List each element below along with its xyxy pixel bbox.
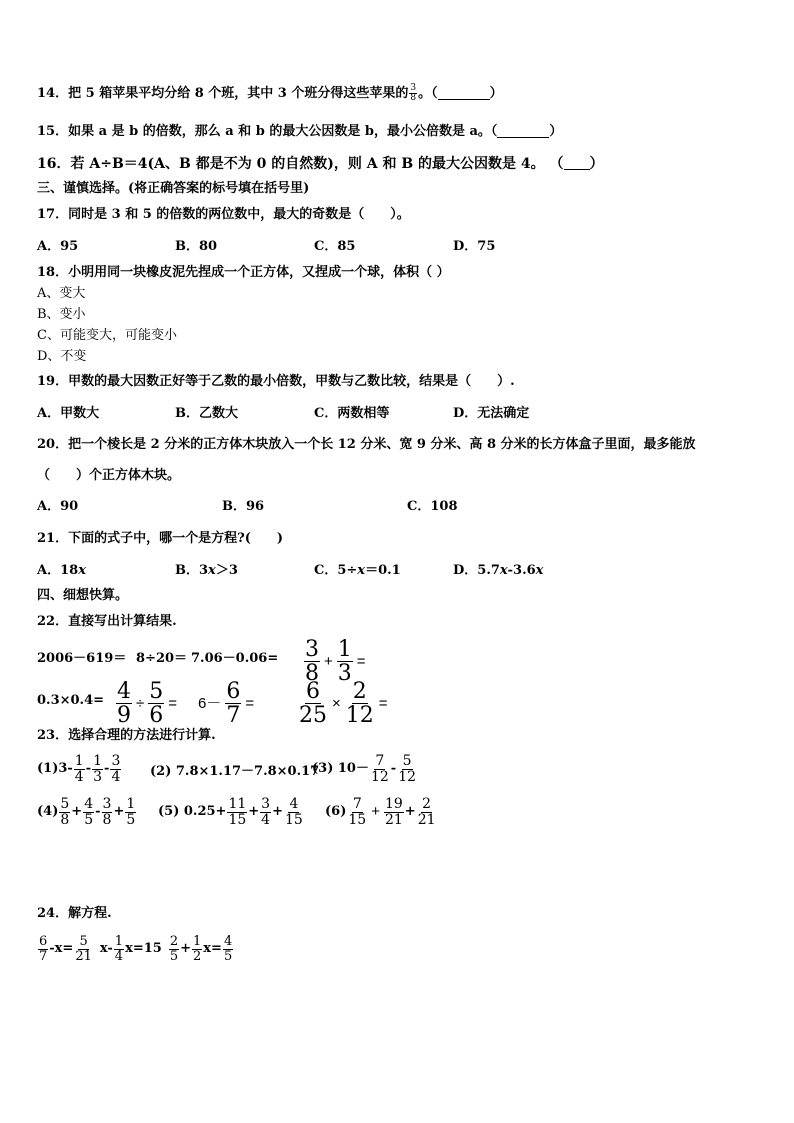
denominator: 15 [348, 811, 367, 828]
text-span [102, 797, 113, 827]
text-span [59, 797, 70, 827]
denominator: 21 [384, 811, 403, 828]
option-c[interactable] [314, 563, 401, 579]
fraction [116, 680, 132, 727]
text-span: x= [203, 941, 222, 957]
text-span: -3.6 [507, 563, 536, 578]
text-span [227, 797, 247, 827]
text-span: + [272, 804, 283, 820]
option-a[interactable]: A．90 [37, 499, 79, 514]
numerator: 3 [410, 83, 417, 93]
expression: (2) 7.8×1.17－7.8×0.17 [150, 764, 320, 779]
option-b[interactable]: B．96 [222, 499, 265, 514]
denominator: 15 [285, 811, 303, 828]
expression [312, 754, 418, 784]
equation-row [37, 935, 234, 963]
denominator: 4 [111, 768, 121, 785]
numerator: 6 [306, 679, 320, 704]
expression: 0.3×0.4= [37, 693, 105, 708]
numerator: 2 [169, 934, 179, 949]
denominator: 8 [305, 661, 319, 687]
option-c[interactable]: C．两数相等 [314, 406, 390, 421]
denominator: 4 [261, 811, 271, 828]
text-span: + [113, 804, 125, 820]
option-c[interactable]: C．108 [407, 499, 458, 514]
text-span: (5) 0.25+ [158, 804, 227, 820]
numerator: 1 [74, 753, 84, 769]
denominator: 6 [149, 703, 164, 729]
option-b[interactable] [175, 563, 238, 579]
option-b[interactable]: B、变小 [37, 307, 86, 322]
text-span: - [104, 761, 110, 777]
text-span: D．5.7 [453, 563, 500, 578]
text-span [384, 797, 404, 827]
denominator: 21 [417, 811, 436, 828]
denominator: 12 [345, 703, 374, 729]
denominator: 7 [39, 948, 48, 964]
option-c[interactable]: C．85 [314, 239, 356, 254]
text-span [83, 797, 94, 827]
option-a[interactable]: A．甲数大 [37, 406, 100, 421]
operator: = [168, 694, 177, 712]
numerator: 3 [261, 796, 271, 812]
numerator: 4 [289, 796, 299, 812]
numerator: 5 [402, 753, 412, 769]
denominator: 12 [398, 768, 417, 785]
expression: 7.06－0.06= [191, 651, 279, 666]
denominator: 4 [114, 948, 124, 964]
numerator: 1 [126, 796, 136, 812]
fraction [148, 680, 164, 727]
operator: 6－ [198, 694, 222, 712]
operator: + [324, 652, 333, 670]
operator: × [332, 694, 341, 712]
numerator: 1 [114, 934, 124, 949]
text-span: - [95, 804, 101, 820]
expression [115, 680, 180, 727]
numerator: 7 [352, 796, 362, 812]
option-a[interactable]: A、变大 [37, 286, 86, 301]
question-17-text: 17．同时是 3 和 5 的倍数的两位数中，最大的奇数是（ ）。 [37, 207, 410, 222]
fraction [298, 680, 328, 727]
text-span [284, 797, 304, 827]
option-c[interactable]: C、可能变大，可能变小 [37, 328, 177, 343]
question-20-text-line2: （ ）个正方体木块。 [37, 468, 181, 483]
text-span: ） [489, 85, 503, 101]
text-span [347, 797, 367, 827]
text-span: A．18 [37, 563, 79, 578]
operator: = [378, 694, 388, 712]
denominator: 2 [193, 948, 202, 964]
numerator: 3 [111, 753, 121, 769]
expression [37, 754, 122, 784]
text-span: + [248, 804, 260, 820]
expression [158, 797, 305, 827]
denominator: 5 [126, 811, 136, 828]
option-d[interactable] [453, 563, 543, 579]
fraction [337, 638, 353, 685]
operator: = [245, 694, 255, 712]
denominator: 7 [226, 703, 241, 729]
fraction [114, 935, 124, 963]
expression [37, 797, 137, 827]
numerator: 11 [228, 796, 247, 812]
fraction [169, 935, 179, 963]
option-d[interactable]: D．无法确定 [453, 406, 530, 421]
text-span [397, 754, 417, 784]
fraction [225, 680, 241, 727]
text-span [370, 754, 390, 784]
denominator: 15 [228, 811, 247, 828]
denominator: 8 [102, 811, 112, 828]
numerator: 7 [375, 753, 385, 769]
text-span: -x= [49, 941, 74, 957]
question-14-text: 14．把 5 箱苹果平均分给 8 个班，其中 3 个班分得这些苹果的 [37, 85, 409, 101]
numerator: 1 [193, 934, 202, 949]
text-span: (4) [37, 804, 59, 820]
numerator: 4 [84, 796, 94, 812]
denominator: 9 [117, 703, 131, 729]
question-19-text: 19．甲数的最大因数正好等于乙数的最小倍数，甲数与乙数比较，结果是（ ）. [37, 374, 515, 389]
numerator: 3 [102, 796, 112, 812]
denominator: 8 [410, 93, 417, 104]
numerator: 2 [352, 679, 367, 704]
option-b[interactable]: B．乙数大 [175, 406, 238, 421]
question-24-text: 24．解方程. [37, 906, 112, 921]
denominator: 3 [337, 661, 352, 687]
expression: 8÷20＝ [136, 651, 188, 666]
text-span: + [404, 804, 416, 820]
numerator: 4 [223, 934, 233, 949]
denominator: 21 [75, 948, 92, 964]
denominator: 25 [299, 703, 327, 729]
answer-blank[interactable] [438, 88, 490, 100]
question-15-text: 15．如果 a 是 b 的倍数，那么 a 和 b 的最大公因数是 b，最小公倍数是 a。（ [37, 124, 498, 139]
question-22-text: 22．直接写出计算结果. [37, 614, 177, 629]
denominator: 5 [169, 948, 179, 964]
section-heading-3: 三、谨慎选择。(将正确答案的标号填在括号里) [37, 181, 310, 196]
text-span [92, 754, 103, 784]
text-span: (6) [325, 804, 347, 820]
text-span: x- [99, 941, 113, 957]
text-span [110, 754, 121, 784]
option-d[interactable]: D．75 [453, 239, 496, 254]
text-span: x [535, 563, 544, 578]
operator: ÷ [136, 694, 145, 712]
option-d[interactable]: D、不变 [37, 349, 87, 364]
section-heading-4: 四、细想快算。 [37, 588, 129, 603]
denominator: 5 [223, 948, 233, 964]
answer-blank[interactable] [497, 126, 549, 138]
numerator: 4 [117, 679, 131, 704]
question-14 [37, 84, 503, 104]
numerator: 1 [93, 753, 103, 769]
fraction [223, 935, 233, 963]
numerator: 2 [422, 796, 432, 812]
text-span: (1)3- [37, 761, 73, 777]
option-a[interactable] [37, 563, 86, 579]
option-b[interactable]: B．80 [175, 239, 218, 254]
expression [325, 797, 438, 827]
text-span: ） [589, 156, 604, 172]
denominator: 8 [60, 811, 70, 828]
numerator: 6 [226, 679, 241, 704]
expression [198, 680, 257, 727]
text-span: x [78, 563, 86, 578]
answer-blank[interactable] [564, 158, 590, 170]
text-span: ＝0.1 [365, 563, 401, 578]
question-16-text: 16．若 A÷B＝4(A、B 都是不为 0 的自然数)，则 A 和 B 的最大公因数是 4。 （ [37, 156, 564, 172]
expression [297, 680, 391, 727]
question-15 [37, 124, 562, 140]
question-20-text-line1: 20．把一个棱长是 2 分米的正方体木块放入一个长 12 分米、宽 9 分米、高 8 分米的长方体盒子里面，最多能放 [37, 437, 696, 452]
text-span: x [208, 563, 216, 578]
text-span: C．5÷ [314, 563, 358, 578]
numerator: 1 [337, 637, 352, 662]
operator: = [356, 652, 366, 670]
text-span [74, 754, 85, 784]
text-span: 。（ [418, 85, 438, 101]
operator: + [371, 803, 380, 821]
numerator: 5 [60, 796, 70, 812]
denominator: 4 [74, 768, 84, 785]
text-span [417, 797, 437, 827]
numerator: 5 [149, 679, 164, 704]
fraction [192, 935, 202, 963]
text-span: (3) 10－ [312, 761, 369, 777]
fraction [345, 680, 375, 727]
text-span [260, 797, 271, 827]
text-span: x [357, 563, 366, 578]
question-21-text: 21．下面的式子中，哪一个是方程?( ) [37, 531, 284, 546]
text-span: ＞3 [215, 563, 238, 578]
numerator: 6 [39, 934, 48, 949]
text-span: + [71, 804, 83, 820]
text-span: + [180, 941, 191, 957]
expression: 2006－619＝ [37, 651, 127, 666]
fraction [38, 935, 48, 963]
option-a[interactable]: A．95 [37, 239, 79, 254]
fraction [74, 935, 93, 963]
question-18-text: 18．小明用同一块橡皮泥先捏成一个正方体，又捏成一个球，体积（ ） [37, 265, 450, 280]
denominator: 12 [370, 768, 389, 785]
question-16 [37, 156, 604, 172]
text-span [125, 797, 136, 827]
numerator: 5 [79, 934, 88, 949]
numerator: 19 [384, 796, 403, 812]
text-span: - [85, 761, 92, 777]
denominator: 3 [93, 768, 103, 785]
text-span: B．3 [175, 563, 209, 578]
denominator: 5 [84, 811, 94, 828]
text-span: - [390, 761, 397, 777]
text-span: x=15 [125, 941, 162, 957]
numerator: 3 [305, 637, 319, 662]
question-23-text: 23．选择合理的方法进行计算. [37, 728, 216, 743]
fraction [409, 84, 417, 104]
text-span: x [499, 563, 508, 578]
text-span: ） [549, 124, 563, 139]
